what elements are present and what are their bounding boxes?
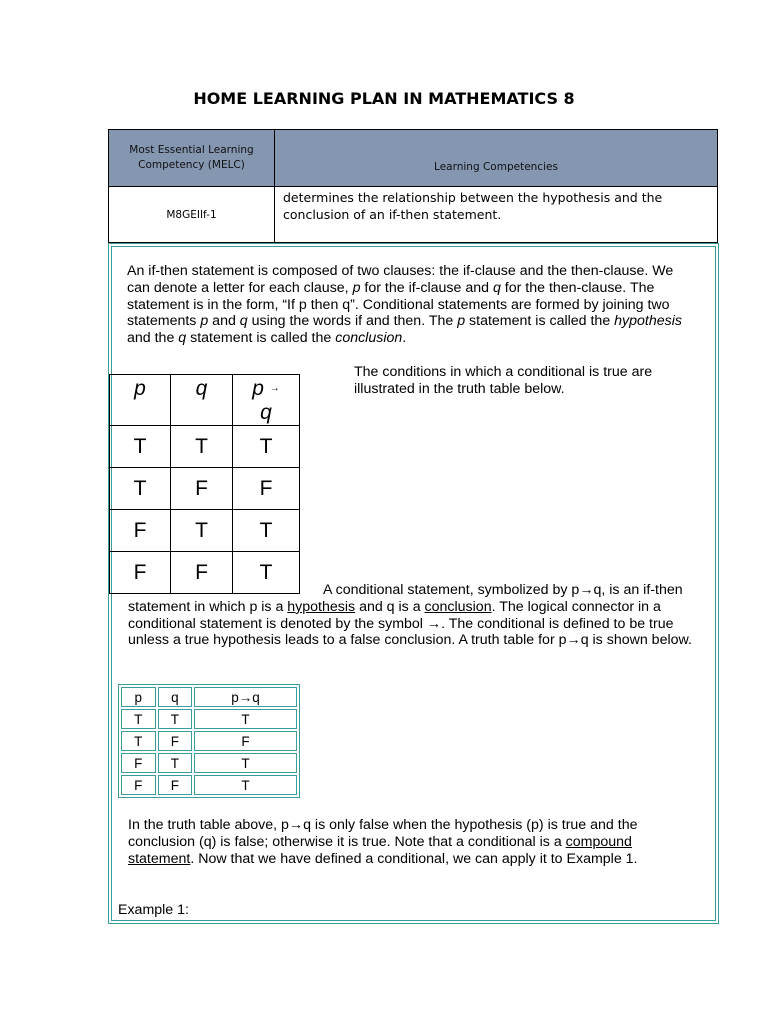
table-header: q <box>171 375 233 426</box>
table-cell: T <box>194 709 297 729</box>
table-cell: T <box>194 775 297 795</box>
table-cell: F <box>158 775 193 795</box>
implies-arrow-icon: → <box>269 383 280 394</box>
table-cell: F <box>233 468 300 510</box>
table-cell: T <box>110 468 171 510</box>
table-cell: F <box>171 468 233 510</box>
table-header: q <box>158 687 193 707</box>
example-label: Example 1: <box>118 902 189 918</box>
conditions-paragraph: The conditions in which a conditional is true are illustrated in the truth table below. <box>354 364 653 397</box>
table-cell: F <box>121 753 156 773</box>
table-cell: F <box>158 731 193 751</box>
table-cell: F <box>110 510 171 552</box>
table-cell: F <box>171 552 233 594</box>
competency-text: determines the relationship between the hypothesis and the conclusion of an if-then statement. <box>275 187 718 243</box>
table-cell: F <box>194 731 297 751</box>
table-cell: T <box>121 709 156 729</box>
table-header: p <box>110 375 171 426</box>
melc-code: M8GEIIf-1 <box>109 187 275 243</box>
melc-header: Most Essential Learning Competency (MELC) <box>109 130 275 187</box>
explanation-paragraph: In the truth table above, p→q is only false when the hypothesis (p) is true and the conclusion (q) is false; otherwise it is true. Note that a conditional is a compound statement. Now that we have defined a conditional, we can apply it to Example 1. <box>128 817 638 867</box>
table-cell: F <box>110 552 171 594</box>
table-cell: T <box>233 426 300 468</box>
table-cell: F <box>121 775 156 795</box>
conditional-paragraph: A conditional statement, symbolized by p→q, is an if-then statement in which p is a hypothesis and q is a conclusion. The logical connector in a conditional statement is denoted by the symbol →. The conditional is defined to be true unless a true hypothesis leads to a false conclusion. A truth table for p→q is shown below. <box>128 582 692 649</box>
table-cell: T <box>233 552 300 594</box>
table-cell: T <box>233 510 300 552</box>
table-header: p <box>121 687 156 707</box>
table-cell: T <box>158 709 193 729</box>
truth-table-large <box>109 374 300 594</box>
table-cell: T <box>158 753 193 773</box>
truth-table-small <box>118 684 300 798</box>
table-header: p→q <box>194 687 297 707</box>
table-cell: T <box>171 510 233 552</box>
table-cell: T <box>110 426 171 468</box>
table-cell: T <box>121 731 156 751</box>
page-title: HOME LEARNING PLAN IN MATHEMATICS 8 <box>193 89 575 108</box>
table-header: p → q <box>233 375 300 426</box>
table-cell: T <box>194 753 297 773</box>
competencies-header: Learning Competencies <box>275 130 718 187</box>
melc-table <box>108 129 718 243</box>
table-cell: T <box>171 426 233 468</box>
intro-paragraph: An if-then statement is composed of two clauses: the if-clause and the then-clause. We can denote a letter for each clause, p for the if-clause and q for the then-clause. The statement is in the form, “If p then q”. Conditional statements are formed by joining two statements p and q using the words if and then. The p statement is called the hypothesis and the q statement is called the conclusion. <box>127 263 682 347</box>
